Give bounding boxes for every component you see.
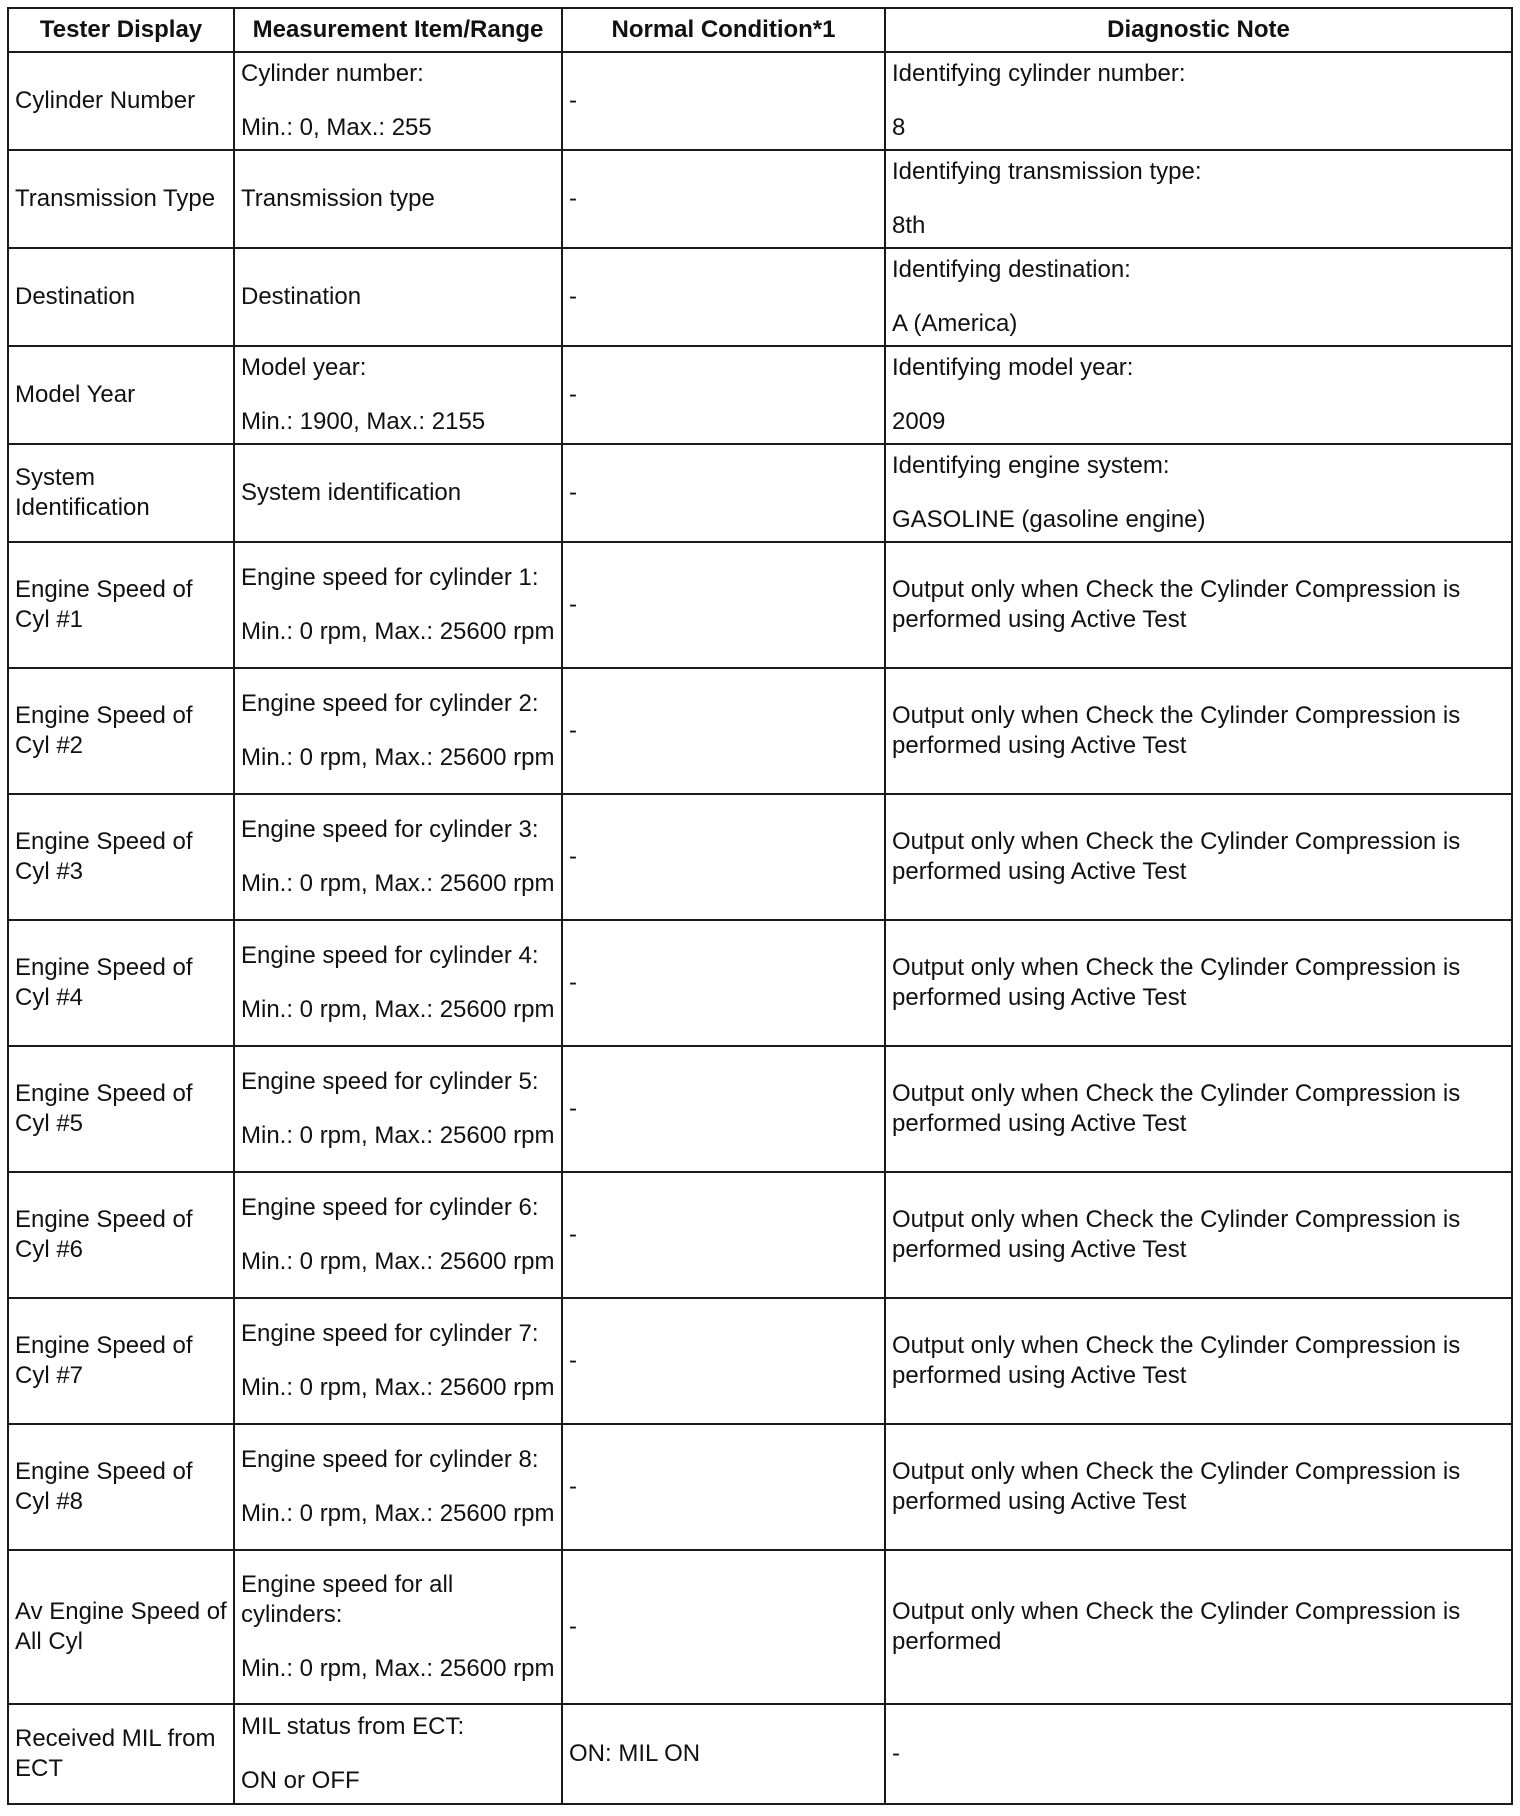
tester-display-cell: Engine Speed of Cyl #1: [8, 542, 234, 668]
diagnostic-data-table: [7, 7, 1513, 1805]
measurement-cell: Transmission type: [234, 150, 562, 248]
table-row: [8, 1704, 1512, 1804]
normal-condition-cell: -: [562, 52, 885, 150]
measurement-cell: System identification: [234, 444, 562, 542]
measurement-cell: [234, 52, 562, 150]
normal-condition-cell: -: [562, 248, 885, 346]
measurement-cell: [234, 542, 562, 668]
note-label: Identifying model year:: [892, 354, 1134, 381]
table-row: [8, 346, 1512, 444]
diagnostic-note-cell: Output only when Check the Cylinder Compression is performed using Active Test: [885, 920, 1512, 1046]
table-row: [8, 542, 1512, 668]
measurement-cell: [234, 1704, 562, 1804]
measurement-label: Engine speed for cylinder 5:: [241, 1068, 539, 1095]
measurement-cell: [234, 668, 562, 794]
normal-condition-cell: -: [562, 444, 885, 542]
diagnostic-note-cell: Output only when Check the Cylinder Compression is performed using Active Test: [885, 1424, 1512, 1550]
table-row: [8, 920, 1512, 1046]
note-label: Identifying engine system:: [892, 452, 1170, 479]
header-diagnostic-note: Diagnostic Note: [885, 8, 1512, 52]
tester-display-cell: Engine Speed of Cyl #7: [8, 1298, 234, 1424]
table-row: [8, 794, 1512, 920]
normal-condition-cell: -: [562, 1298, 885, 1424]
measurement-label: Engine speed for cylinder 3:: [241, 816, 539, 843]
diagnostic-note-cell: [885, 346, 1512, 444]
measurement-range: Min.: 0 rpm, Max.: 25600 rpm: [241, 1122, 555, 1149]
tester-display-cell: Model Year: [8, 346, 234, 444]
note-value: 8: [892, 114, 906, 141]
table-row: [8, 1172, 1512, 1298]
measurement-label: Engine speed for cylinder 4:: [241, 942, 539, 969]
tester-display-cell: Engine Speed of Cyl #5: [8, 1046, 234, 1172]
normal-condition-cell: -: [562, 668, 885, 794]
measurement-range: Min.: 0 rpm, Max.: 25600 rpm: [241, 1374, 555, 1401]
measurement-range: Min.: 0 rpm, Max.: 25600 rpm: [241, 1655, 555, 1682]
measurement-label: Engine speed for cylinder 2:: [241, 690, 539, 717]
measurement-range: ON or OFF: [241, 1767, 360, 1794]
table-row: [8, 1298, 1512, 1424]
table-header-row: [8, 8, 1512, 52]
diagnostic-note-cell: Output only when Check the Cylinder Compression is performed using Active Test: [885, 1172, 1512, 1298]
diagnostic-note-cell: [885, 444, 1512, 542]
measurement-label: Model year:: [241, 354, 367, 381]
measurement-label: Engine speed for cylinder 8:: [241, 1446, 539, 1473]
diagnostic-note-cell: Output only when Check the Cylinder Compression is performed using Active Test: [885, 668, 1512, 794]
diagnostic-note-cell: Output only when Check the Cylinder Compression is performed using Active Test: [885, 542, 1512, 668]
measurement-label: Engine speed for cylinder 7:: [241, 1320, 539, 1347]
measurement-cell: [234, 346, 562, 444]
measurement-cell: [234, 920, 562, 1046]
measurement-cell: [234, 1298, 562, 1424]
table-row: [8, 1550, 1512, 1704]
tester-display-cell: Engine Speed of Cyl #8: [8, 1424, 234, 1550]
tester-display-cell: Received MIL from ECT: [8, 1704, 234, 1804]
tester-display-cell: Engine Speed of Cyl #4: [8, 920, 234, 1046]
measurement-label: MIL status from ECT:: [241, 1713, 465, 1740]
tester-display-cell: Engine Speed of Cyl #3: [8, 794, 234, 920]
tester-display-cell: Transmission Type: [8, 150, 234, 248]
header-tester-display: Tester Display: [8, 8, 234, 52]
normal-condition-cell: -: [562, 1172, 885, 1298]
table-row: [8, 150, 1512, 248]
tester-display-cell: Engine Speed of Cyl #6: [8, 1172, 234, 1298]
measurement-range: Min.: 0 rpm, Max.: 25600 rpm: [241, 870, 555, 897]
note-value: GASOLINE (gasoline engine): [892, 506, 1206, 533]
normal-condition-cell: -: [562, 1424, 885, 1550]
diagnostic-note-cell: Output only when Check the Cylinder Compression is performed using Active Test: [885, 1046, 1512, 1172]
diagnostic-note-cell: Output only when Check the Cylinder Compression is performed using Active Test: [885, 794, 1512, 920]
header-measurement-item: Measurement Item/Range: [234, 8, 562, 52]
normal-condition-cell: -: [562, 1550, 885, 1704]
table-row: [8, 52, 1512, 150]
normal-condition-cell: -: [562, 794, 885, 920]
diagnostic-note-cell: [885, 52, 1512, 150]
measurement-label: Cylinder number:: [241, 60, 424, 87]
measurement-cell: Destination: [234, 248, 562, 346]
table-row: [8, 1424, 1512, 1550]
measurement-range: Min.: 0, Max.: 255: [241, 114, 432, 141]
diagnostic-note-cell: [885, 150, 1512, 248]
measurement-range: Min.: 0 rpm, Max.: 25600 rpm: [241, 1500, 555, 1527]
normal-condition-cell: -: [562, 1046, 885, 1172]
diagnostic-note-cell: Output only when Check the Cylinder Compression is performed using Active Test: [885, 1298, 1512, 1424]
tester-display-cell: System Identification: [8, 444, 234, 542]
note-label: Identifying destination:: [892, 256, 1131, 283]
note-value: 8th: [892, 212, 926, 239]
normal-condition-cell: -: [562, 346, 885, 444]
measurement-label: Engine speed for cylinder 6:: [241, 1194, 539, 1221]
diagnostic-note-cell: [885, 248, 1512, 346]
note-value: A (America): [892, 310, 1018, 337]
measurement-cell: [234, 1172, 562, 1298]
measurement-cell: [234, 794, 562, 920]
tester-display-cell: Cylinder Number: [8, 52, 234, 150]
note-value: 2009: [892, 408, 946, 435]
tester-display-cell: Av Engine Speed of All Cyl: [8, 1550, 234, 1704]
measurement-range: Min.: 0 rpm, Max.: 25600 rpm: [241, 1248, 555, 1275]
measurement-label: Engine speed for all cylinders:: [241, 1571, 454, 1628]
diagnostic-note-cell: Output only when Check the Cylinder Compression is performed: [885, 1550, 1512, 1704]
normal-condition-cell: ON: MIL ON: [562, 1704, 885, 1804]
header-normal-condition: Normal Condition*1: [562, 8, 885, 52]
measurement-cell: [234, 1046, 562, 1172]
measurement-cell: [234, 1550, 562, 1704]
table-row: [8, 1046, 1512, 1172]
diagnostic-note-cell: -: [885, 1704, 1512, 1804]
table-row: [8, 248, 1512, 346]
measurement-cell: [234, 1424, 562, 1550]
note-label: Identifying transmission type:: [892, 158, 1202, 185]
note-label: Identifying cylinder number:: [892, 60, 1186, 87]
measurement-range: Min.: 0 rpm, Max.: 25600 rpm: [241, 996, 555, 1023]
measurement-range: Min.: 1900, Max.: 2155: [241, 408, 486, 435]
measurement-range: Min.: 0 rpm, Max.: 25600 rpm: [241, 744, 555, 771]
table-row: [8, 444, 1512, 542]
tester-display-cell: Destination: [8, 248, 234, 346]
tester-display-cell: Engine Speed of Cyl #2: [8, 668, 234, 794]
normal-condition-cell: -: [562, 150, 885, 248]
measurement-range: Min.: 0 rpm, Max.: 25600 rpm: [241, 618, 555, 645]
table-row: [8, 668, 1512, 794]
measurement-label: Engine speed for cylinder 1:: [241, 564, 539, 591]
normal-condition-cell: -: [562, 542, 885, 668]
normal-condition-cell: -: [562, 920, 885, 1046]
